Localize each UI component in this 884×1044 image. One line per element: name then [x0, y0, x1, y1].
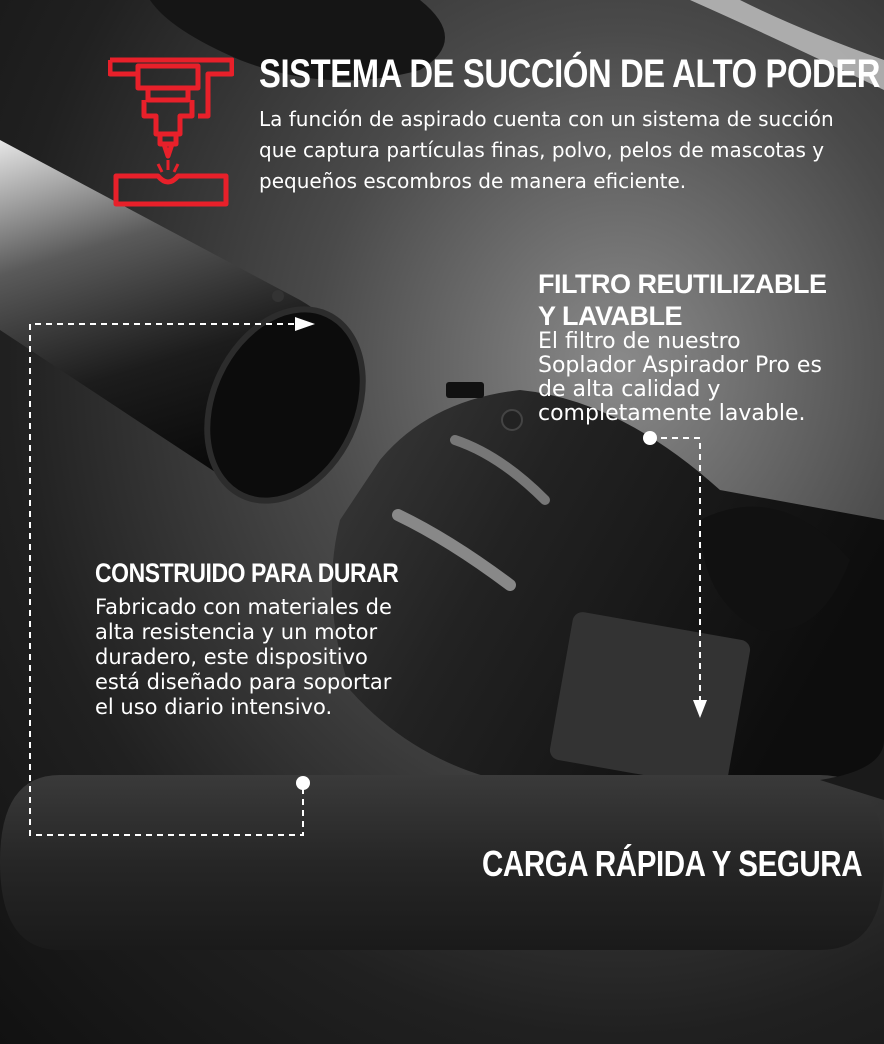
heading-body: La función de aspirado cuenta con un sistema de succión que captura partículas finas, polvo, pelos de mascotas y pequeños escombros de manera eficiente.	[259, 107, 834, 193]
cnc-suction-icon	[108, 56, 234, 208]
durable-title: CONSTRUIDO PARA DURAR	[95, 558, 399, 588]
durable-body: Fabricado con materiales de alta resistencia y un motor duradero, este dispositivo está diseñado para soportar el uso diario intensivo.	[95, 595, 392, 719]
filter-body: El filtro de nuestro Soplador Aspirador Pro es de alta calidad y completamente lavable.	[538, 329, 822, 426]
filter-title: FILTRO REUTILIZABLE Y LAVABLE	[538, 269, 827, 331]
charging-label: CARGA RÁPIDA Y SEGURA	[482, 843, 863, 884]
heading-title: SISTEMA DE SUCCIÓN DE ALTO PODER	[259, 52, 881, 96]
